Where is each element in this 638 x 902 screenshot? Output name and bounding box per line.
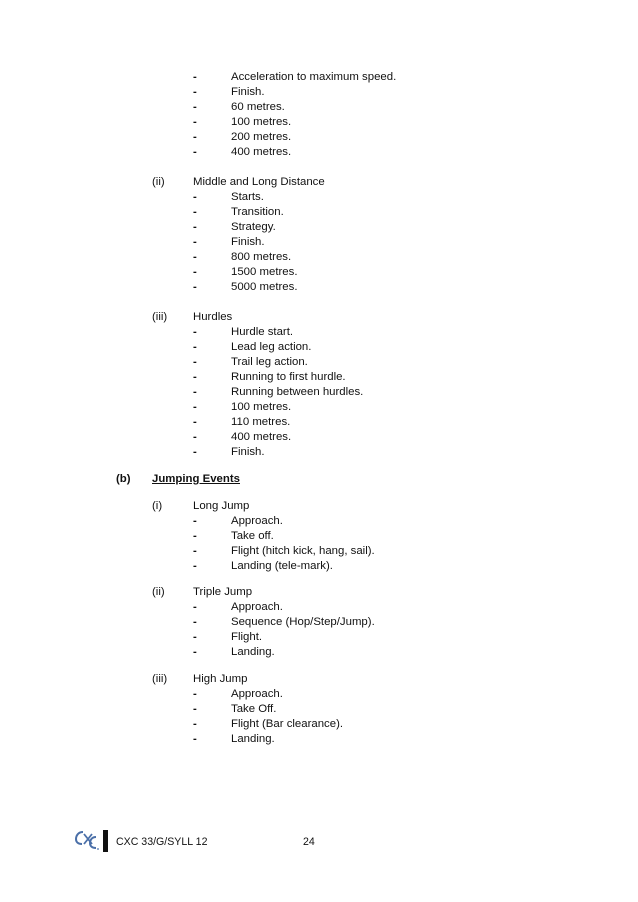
subsection-number: (iii) [152, 673, 168, 685]
section-letter: (b) [116, 473, 131, 485]
page-number: 24 [303, 836, 315, 848]
footer-divider [103, 830, 108, 852]
subsection-title: Long Jump [193, 500, 250, 512]
subsection-title: High Jump [193, 673, 248, 685]
subsection-title: Middle and Long Distance [193, 176, 325, 188]
page-footer [0, 828, 638, 854]
document-page: - Acceleration to maximum speed. - Finish. - 60 metres. - 100 metres. - 200 metres. - 400 metres. (ii) Middle and Long Distance - Starts. - Transition. - Strategy. - Finish. - 800 metres. - 1500 metres. - 5000 metres. (iii) Hurdles - Hurdle start. - Lead leg action. - Trail leg action. - Running to first hurdle. - Running between hurdles. - 100 metres. - 110 metres. - 400 metres. - Finish. (b) Jumping Events (i) Long Jump - Approach. - Take off. - Flight (hitch kick, hang, sail). - Landing (tele-mark). (ii) Triple Jump - Approach. - Sequence (Hop/Step/Jump). - Flight. - Landing. (iii) High Jump - Approach. - Take Off. - Flight (Bar clearance). - Landing. CXC 33/G/SYLL 12 24 [0, 0, 638, 902]
subsection-number: (ii) [152, 176, 165, 188]
subsection-number: (i) [152, 500, 163, 512]
subsection-title: Triple Jump [193, 586, 253, 598]
subsection-title: Hurdles [193, 311, 233, 323]
section-title: Jumping Events [152, 473, 240, 485]
subsection-number: (ii) [152, 586, 165, 598]
cxc-logo-icon [74, 828, 100, 852]
syllabus-code: CXC 33/G/SYLL 12 [116, 836, 208, 848]
subsection-number: (iii) [152, 311, 168, 323]
